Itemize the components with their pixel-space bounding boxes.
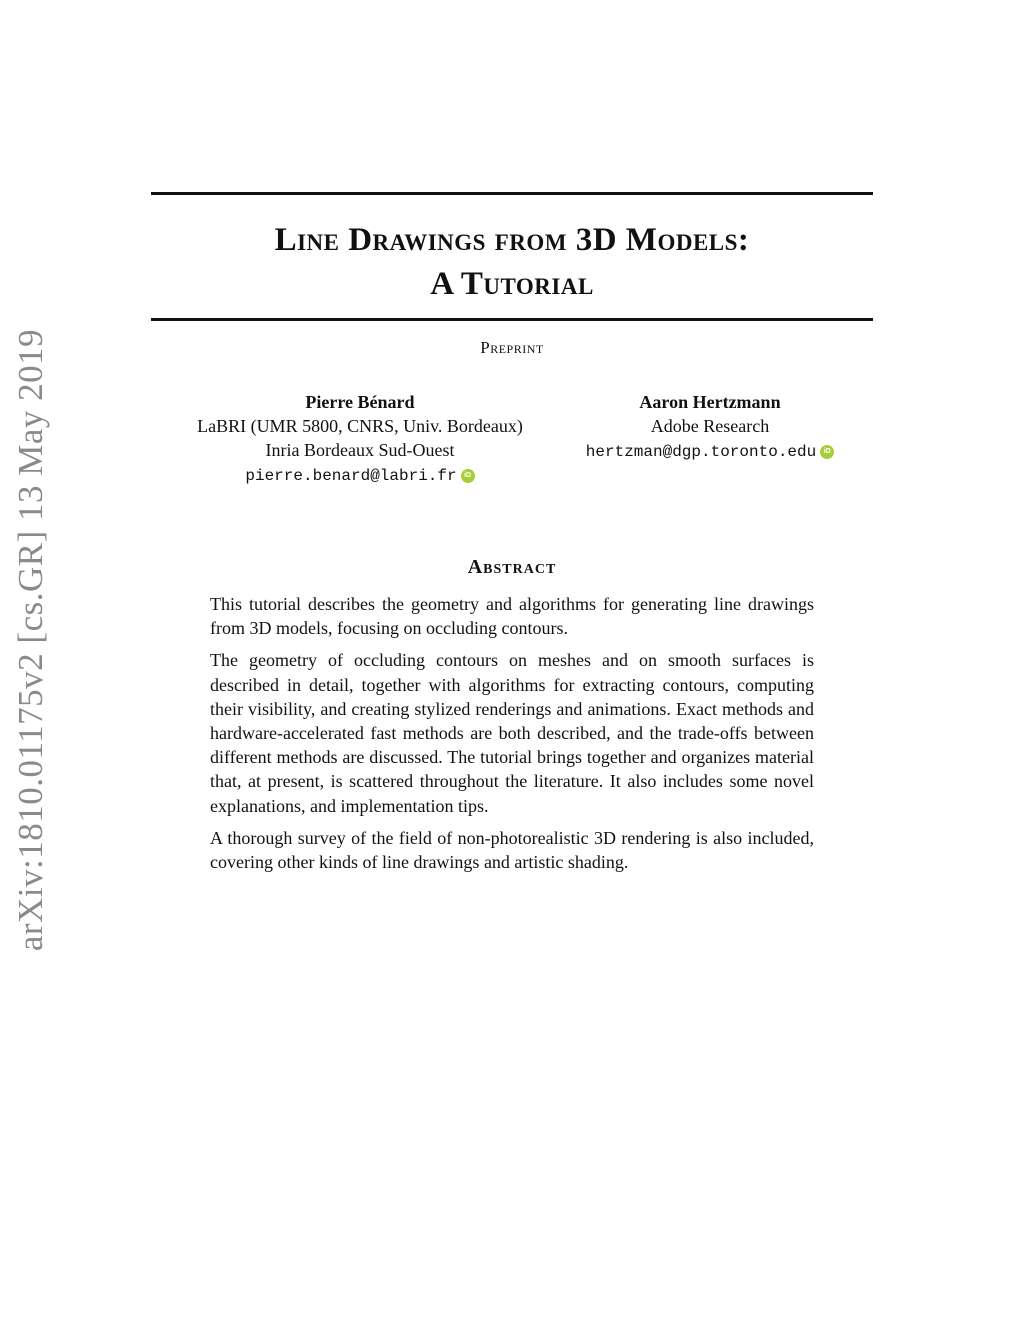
author-email-line (170, 462, 550, 488)
paper-title (151, 218, 873, 306)
orcid-icon[interactable]: iD (820, 445, 834, 459)
abstract-paragraph: The geometry of occluding contours on meshes and on smooth surfaces is described in detail, together with algorithms for extracting contours, computing their visibility, and creating stylized renderings and animations. Exact methods and hardware-accelerated fast methods are both described, and the trade-offs between different methods are discussed. The tutorial brings together and organizes material that, at present, is scattered throughout the literature. It also includes some novel explanations, and implementation tips. (210, 650, 814, 816)
arxiv-margin-stamp: arXiv:1810.01175v2 [cs.GR] 13 May 2019 (11, 328, 50, 952)
title-top-rule (151, 192, 873, 195)
author-block-hertzmann (560, 390, 860, 464)
author-name: Pierre Bénard (305, 392, 415, 412)
author-affiliation: Adobe Research (650, 416, 770, 436)
author-email[interactable]: pierre.benard@labri.fr (245, 467, 457, 485)
title-bottom-rule (151, 318, 873, 321)
abstract-paragraph: This tutorial describes the geometry and algorithms for generating line drawings from 3D models, focusing on occluding contours. (210, 594, 814, 639)
paper-title-line-2: A Tutorial (430, 266, 594, 302)
abstract-heading: Abstract (467, 556, 557, 578)
author-email[interactable]: hertzman@dgp.toronto.edu (585, 443, 817, 461)
author-affiliation: Inria Bordeaux Sud-Ouest (265, 440, 455, 460)
preprint-label: Preprint (480, 338, 544, 357)
abstract-paragraph: A thorough survey of the field of non-photorealistic 3D rendering is also included, covering other kinds of line drawings and artistic shading. (210, 827, 814, 873)
author-block-benard (170, 390, 550, 488)
author-affiliation: LaBRI (UMR 5800, CNRS, Univ. Bordeaux) (197, 416, 523, 436)
abstract-body (210, 592, 814, 882)
paper-title-line-1: Line Drawings from 3D Models: (274, 222, 750, 258)
orcid-icon[interactable]: iD (461, 469, 475, 483)
author-email-line (560, 438, 860, 464)
author-name: Aaron Hertzmann (639, 392, 781, 412)
